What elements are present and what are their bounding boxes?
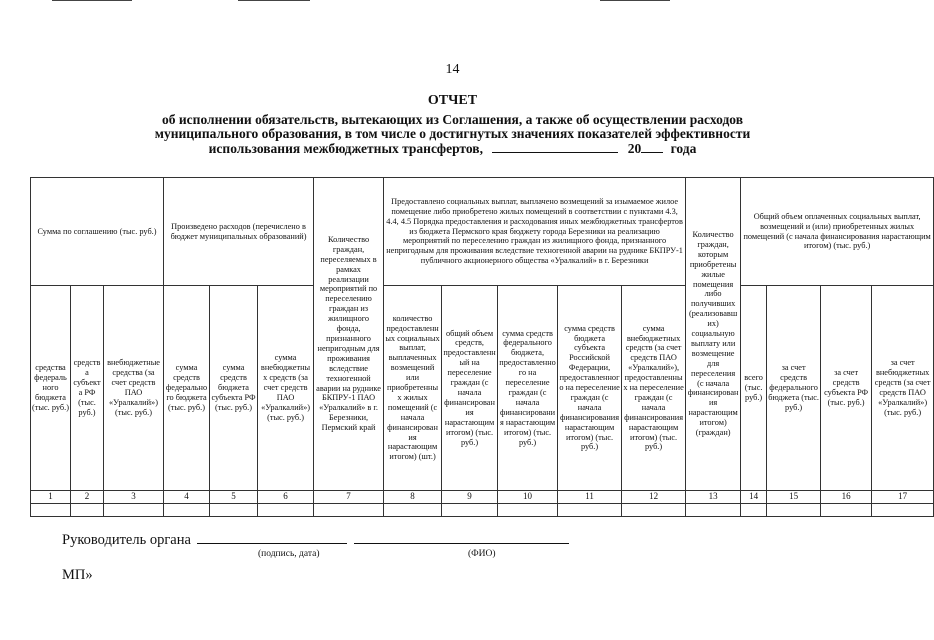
col-number: 17: [872, 491, 934, 504]
header-social-payments: Предоставлено социальных выплат, выплачено возмещений за изымаемое жилое помещение либо приобретено жилых помещений в соответствии с пунктами 4.3, 4.4, 4.5 Порядка предоставления и расходования иных межбюджетных трансфертов из бюджета Пермского края бюджету города Березники на реализацию мероприятий по переселению граждан из жилищного фонда, признанного непригодным для проживания вследствие техногенной аварии на руднике БКПРУ-1 публичного акционерного общества «Уралкалий» в г. Березники: [384, 178, 686, 286]
header-col-2: средства субъекта РФ (тыс. руб.): [71, 286, 104, 491]
signature-line: [197, 531, 347, 544]
data-cell: [442, 504, 498, 517]
col-number: 10: [498, 491, 558, 504]
subtitle-line-3-text: использования межбюджетных трансфертов,: [208, 141, 483, 156]
header-col-12: сумма внебюджетных средств (за счет средств ПАО «Уралкалий»), предоставленных на переселение граждан (с начала финансирования нарастающим итогом) (тыс. руб.): [622, 286, 686, 491]
header-col-15: за счет средств федерального бюджета (тыс. руб.): [767, 286, 821, 491]
header-col-3: внебюджетные средства (за счет средств ПАО «Уралкалий») (тыс. руб.): [104, 286, 164, 491]
header-col-1: средства федерального бюджета (тыс. руб.): [31, 286, 71, 491]
data-cell: [104, 504, 164, 517]
signature-row: [62, 531, 569, 549]
page-number: 14: [445, 62, 460, 77]
data-cell: [821, 504, 872, 517]
name-line: [354, 531, 569, 544]
data-cell: [71, 504, 104, 517]
data-cell: [622, 504, 686, 517]
name-caption: (ФИО): [468, 549, 496, 559]
header-col-13: Количество граждан, которым приобретены жилые помещения либо получивших (реализовавших) социальную выплату или возмещение для переселения (с начала финансирования нарастающим итогом) (граждан): [686, 178, 741, 491]
header-row-1: [31, 178, 934, 286]
header-expenses: Произведено расходов (перечислено в бюджет муниципальных образований): [164, 178, 314, 286]
data-cell: [498, 504, 558, 517]
header-col-5: сумма средств бюджета субъекта РФ (тыс. руб.): [210, 286, 258, 491]
data-cell: [164, 504, 210, 517]
col-number: 14: [741, 491, 767, 504]
col-number: 16: [821, 491, 872, 504]
header-col-10: сумма средств федерального бюджета, предоставленного на переселение граждан (с начала финансирования нарастающим итогом) (тыс. руб.): [498, 286, 558, 491]
header-total-paid: Общий объем оплаченных социальных выплат, возмещений и (или) приобретенных жилых помещений (с начала финансирования нарастающим итогом) (тыс. руб.): [741, 178, 934, 286]
col-number: 6: [258, 491, 314, 504]
header-row-2: [31, 286, 934, 491]
year-blank: [641, 141, 663, 153]
year-suffix: года: [670, 141, 697, 156]
data-cell: [31, 504, 71, 517]
col-number: 2: [71, 491, 104, 504]
header-col-6: сумма внебюджетных средств (за счет средств ПАО «Уралкалий») (тыс. руб.): [258, 286, 314, 491]
subtitle-line-1: об исполнении обязательств, вытекающих из Соглашения, а также об осуществлении расходов: [162, 112, 743, 127]
col-number: 12: [622, 491, 686, 504]
col-number: 9: [442, 491, 498, 504]
column-number-row: [31, 491, 934, 504]
data-cell: [384, 504, 442, 517]
col-number: 3: [104, 491, 164, 504]
header-col-11: сумма средств бюджета субъекта Российской Федерации, предоставленного на переселение граждан (с начала финансирования нарастающим итогом) (тыс. руб.): [558, 286, 622, 491]
col-number: 8: [384, 491, 442, 504]
col-number: 4: [164, 491, 210, 504]
header-col-17: за счет внебюджетных средств (за счет средств ПАО «Уралкалий») (тыс. руб.): [872, 286, 934, 491]
col-number: 1: [31, 491, 71, 504]
data-cell: [258, 504, 314, 517]
data-cell: [210, 504, 258, 517]
data-row: [31, 504, 934, 517]
signature-caption: (подпись, дата): [258, 549, 320, 559]
top-rule-right: [600, 0, 670, 1]
col-number: 11: [558, 491, 622, 504]
header-col-14: всего (тыс. руб.): [741, 286, 767, 491]
period-blank: [492, 141, 618, 153]
col-number: 7: [314, 491, 384, 504]
data-cell: [558, 504, 622, 517]
top-rule-left: [52, 0, 132, 1]
report-subtitle: [60, 113, 845, 156]
header-sum-agreement: Сумма по соглашению (тыс. руб.): [31, 178, 164, 286]
year-prefix: 20: [627, 141, 642, 156]
report-table: [30, 177, 934, 517]
header-col-7: Количество граждан, переселяемых в рамках реализации мероприятий по переселению граждан из жилищного фонда, признанного непригодным для проживания вследствие техногенной аварии на руднике БКПРУ-1 ПАО «Уралкалий» в г. Березники, Пермский край: [314, 178, 384, 491]
col-number: 15: [767, 491, 821, 504]
data-cell: [872, 504, 934, 517]
report-title: ОТЧЕТ: [427, 93, 478, 108]
header-col-9: общий объем средств, предоставленный на переселение граждан (с начала финансирования нарастающим итогом) (тыс. руб.): [442, 286, 498, 491]
data-cell: [314, 504, 384, 517]
col-number: 13: [686, 491, 741, 504]
header-col-8: количество предоставленных социальных выплат, выплаченных возмещений или приобретенных жилых помещений (с начала финансирования нарастающим итогом) (шт.): [384, 286, 442, 491]
data-cell: [686, 504, 741, 517]
subtitle-line-2: муниципального образования, в том числе о достигнутых значениях показателей эффективности: [154, 126, 751, 141]
subtitle-line-3: [60, 141, 845, 156]
head-label: Руководитель органа: [62, 532, 191, 548]
header-col-4: сумма средств федерального бюджета (тыс. руб.): [164, 286, 210, 491]
data-cell: [741, 504, 767, 517]
top-rule-mid: [238, 0, 310, 1]
col-number: 5: [210, 491, 258, 504]
header-col-16: за счет средств субъекта РФ (тыс. руб.): [821, 286, 872, 491]
data-cell: [767, 504, 821, 517]
stamp-label: МП»: [62, 567, 93, 583]
